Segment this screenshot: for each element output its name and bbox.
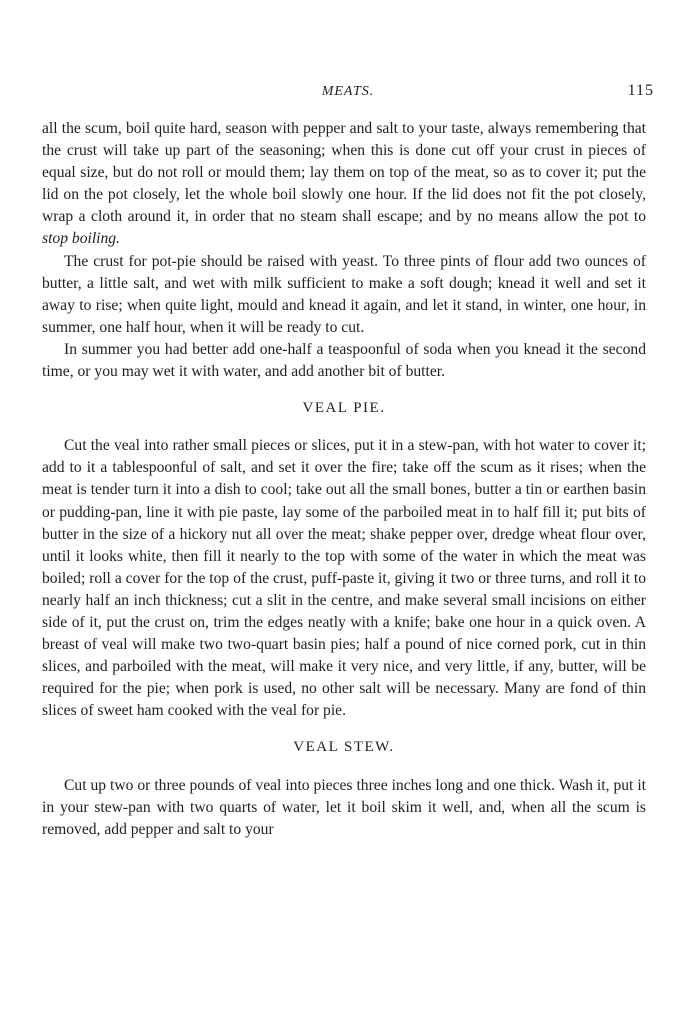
emphasized-text: stop boiling. (42, 230, 120, 248)
paragraph-summer-note: In summer you had better add one-half a teaspoonful of soda when you knead it the second time, or you may wet it with water, and add another bit of butter. (42, 340, 646, 381)
paragraph-veal-pie: Cut the veal into rather small pieces or slices, put it in a stew-pan, with hot water to cover it; add to it a tablespoonful of salt, and set it over the fire; take off the scum as it rises; when the meat is tender turn it into a dish to cool; take out all the small bones, butter a tin or earthen basin or pudding-pan, line it with pie paste, lay some of the parboiled meat in to half fill it; put bits of butter in the size of a hickory nut all over the meat; shake pepper over, dredge wheat flour over, until it looks white, then fill it nearly to the top with some of the water in which the meat was boiled; roll a cover for the top of the crust, puff-paste it, giving it two or three turns, and roll it to nearly half an inch thickness; cut a slit in the centre, and make several small incisions on either side of it, put the crust on, trim the edges neatly with a knife; bake one hour in a quick oven. A breast of veal will make two two-quart basin pies; half a pound of nice corned pork, cut in thin slices, and parboiled with the meat, will make it very nice, and very little, if any, butter, will be required for the pie; when pork is used, no other salt will be necessary. Many are fond of thin slices of sweet ham cooked with the veal for pie. (42, 437, 646, 720)
page-number: 115 (627, 82, 654, 99)
section-heading-veal-pie: VEAL PIE. (302, 400, 386, 417)
paragraph-text: all the scum, boil quite hard, season with pepper and salt to your taste, always remembering that the crust will take up part of the seasoning; when this is done cut off your crust in pieces of equal size, but do not roll or mould them; lay them on top of the meat, so as to cover it; put the lid on the pot closely, let the whole boil slowly one hour. If the lid does not fit the pot closely, wrap a cloth around it, in order that no steam shall escape; and by no means allow the pot to (42, 120, 646, 226)
page-header (42, 84, 654, 106)
paragraph-veal-stew: Cut up two or three pounds of veal into pieces three inches long and one thick. Wash it, put it in your stew-pan with two quarts of water, let it boil skim it well, and, when all the scum is removed, add pepper and salt to your (42, 776, 646, 838)
body-text (42, 118, 646, 841)
section-heading-veal-stew: VEAL STEW. (293, 739, 395, 756)
paragraph-pot-pie-crust: The crust for pot-pie should be raised with yeast. To three pints of flour add two ounces of butter, a little salt, and wet with milk sufficient to make a soft dough; knead it well and set it away to rise; when quite light, mould and knead it again, and let it stand, in winter, one hour, in summer, one half hour, when it will be ready to cut. (42, 252, 646, 336)
running-head: MEATS. (321, 84, 375, 99)
paragraph-pot-pie-continued (42, 118, 646, 251)
